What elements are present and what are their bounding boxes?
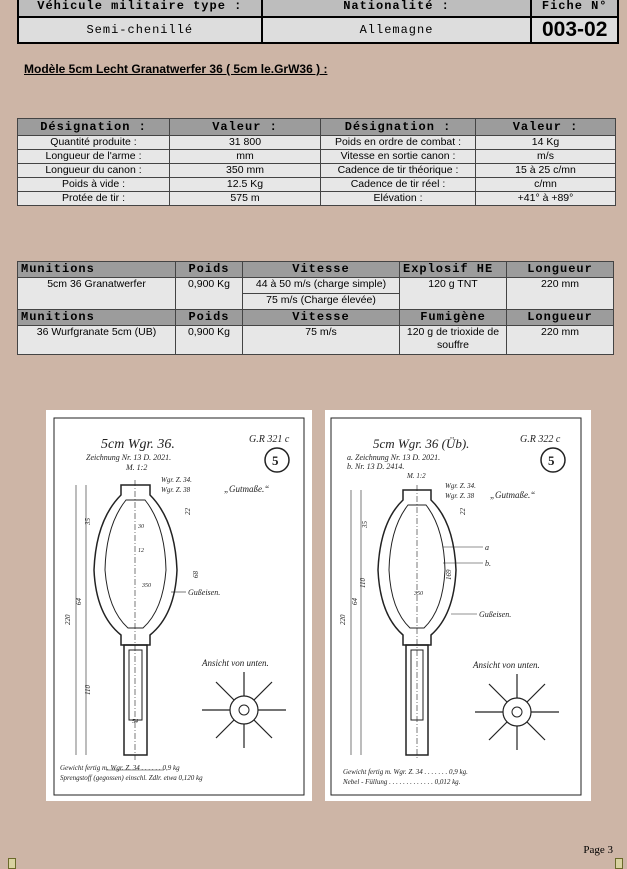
shell-drawing-1	[46, 410, 312, 801]
ammo-header-munitions: Munitions	[18, 310, 176, 326]
drawing-note-1: Gewicht fertig m. Wgr. Z. 34 . . . . . . 0,9 kg	[60, 764, 180, 772]
drawing-ref: G.R 322 c	[520, 434, 561, 445]
ammo-header-explosive: Explosif HE	[400, 262, 507, 278]
drawing-dim: 22	[459, 508, 467, 515]
drawing-dim: 35	[361, 521, 369, 528]
drawing-dim: 350	[414, 591, 423, 597]
ammo-header-row	[18, 310, 614, 326]
drawing-circle-number: 5	[272, 453, 279, 468]
drawing-dim: 30	[138, 524, 144, 530]
nationality-value: Allemagne	[262, 17, 532, 43]
table-row	[18, 150, 616, 164]
ammo-header-weight: Poids	[176, 262, 243, 278]
table-row	[18, 278, 614, 294]
corner-marker-right	[615, 858, 623, 869]
drawing-ansicht: Ansicht von unten.	[202, 658, 269, 668]
ammo-explosive: 120 g TNT	[400, 278, 507, 310]
spec-cell: 12.5 Kg	[170, 178, 321, 192]
spec-cell: Vitesse en sortie canon :	[321, 150, 476, 164]
spec-header-row	[18, 119, 616, 136]
ammo-speed: 44 à 50 m/s (charge simple)	[243, 278, 400, 294]
ammo-header-length: Longueur	[507, 262, 614, 278]
ammo-name: 36 Wurfgranate 5cm (UB)	[18, 326, 176, 355]
drawing-note-2: Nebel - Füllung . . . . . . . . . . . . . 0,012 kg.	[343, 778, 461, 786]
drawing-ansicht: Ansicht von unten.	[473, 660, 540, 670]
drawing-label-b: b.	[485, 559, 491, 568]
spec-cell: c/mn	[476, 178, 616, 192]
drawing-dim: 64	[351, 598, 359, 605]
sheet-number: 003-02	[531, 17, 618, 43]
ammo-length: 220 mm	[507, 326, 614, 355]
nationality-label: Nationalité :	[262, 0, 532, 17]
drawing-scale: M. 1:2	[407, 472, 426, 480]
drawing-fuze-1: Wgr. Z. 34.	[445, 482, 476, 490]
drawing-title: 5cm Wgr. 36 (Üb).	[373, 436, 470, 451]
header-table	[17, 0, 619, 44]
drawing-fuze-2: Wgr. Z. 38	[445, 492, 475, 500]
page-title: Modèle 5cm Lecht Granatwerfer 36 ( 5cm le.GrW36 ) :	[24, 62, 328, 76]
drawing-gutmasse: „Gutmaße.“	[224, 484, 270, 494]
ammo-weight: 0,900 Kg	[176, 278, 243, 310]
drawing-gusseisen: Gußeisen.	[188, 588, 221, 597]
drawing-fuze-2: Wgr. Z. 38	[161, 486, 191, 494]
drawing-fuze-1: Wgr. Z. 34.	[161, 476, 192, 484]
drawing-zeichnung-b: b. Nr. 13 D. 2414.	[347, 462, 405, 471]
spec-table	[17, 118, 616, 206]
page-number: Page 3	[583, 844, 613, 856]
spec-cell: Longueur du canon :	[18, 164, 170, 178]
table-row	[18, 192, 616, 206]
vehicle-type-value: Semi-chenillé	[18, 17, 262, 43]
table-row	[18, 164, 616, 178]
ammo-header-weight: Poids	[176, 310, 243, 326]
drawing-dim: 68	[192, 571, 200, 578]
drawing-dim: 22	[184, 508, 192, 515]
drawing-dim: 110	[359, 578, 367, 588]
drawing-gutmasse: „Gutmaße.“	[490, 490, 536, 500]
spec-cell: Cadence de tir réel :	[321, 178, 476, 192]
drawing-zeichnung: Zeichnung Nr. 13 D. 2021.	[86, 453, 172, 462]
spec-cell: 14 Kg	[476, 136, 616, 150]
drawing-dim: 350	[142, 583, 151, 589]
ammo-table	[17, 261, 614, 355]
table-row	[18, 326, 614, 355]
spec-cell: mm	[170, 150, 321, 164]
drawing-note-2: Sprengstoff (gegossen) einschl. Zdlr. etwa 0,120 kg	[60, 774, 203, 782]
spec-cell: Protée de tir :	[18, 192, 170, 206]
spec-cell: 350 mm	[170, 164, 321, 178]
spec-cell: Elévation :	[321, 192, 476, 206]
drawing-label-a: a	[485, 543, 489, 552]
drawing-dim: 220	[64, 614, 72, 625]
ammo-name: 5cm 36 Granatwerfer	[18, 278, 176, 310]
spec-cell: Longueur de l'arme :	[18, 150, 170, 164]
drawing-zeichnung-a: a. Zeichnung Nr. 13 D. 2021.	[347, 453, 441, 462]
drawing-gusseisen: Gußeisen.	[479, 610, 512, 619]
spec-cell: Poids en ordre de combat :	[321, 136, 476, 150]
drawing-panel-2	[325, 410, 591, 801]
drawing-dim: 64	[75, 598, 83, 605]
ammo-speed: 75 m/s	[243, 326, 400, 355]
spec-cell: 15 à 25 c/mn	[476, 164, 616, 178]
drawing-dim: 35	[84, 518, 92, 525]
drawing-circle-number: 5	[548, 453, 555, 468]
ammo-header-length: Longueur	[507, 310, 614, 326]
drawing-scale: M. 1:2	[126, 463, 148, 472]
drawing-note-1: Gewicht fertig m. Wgr. Z. 34 . . . . . . . 0,9 kg.	[343, 768, 468, 776]
spec-cell: 575 m	[170, 192, 321, 206]
drawing-dim: 12	[138, 548, 144, 554]
spec-cell: Poids à vide :	[18, 178, 170, 192]
spec-header-designation-2: Désignation :	[321, 119, 476, 136]
spec-cell: Cadence de tir théorique :	[321, 164, 476, 178]
shell-drawing-2	[325, 410, 591, 801]
sheet-label: Fiche N°	[531, 0, 618, 17]
ammo-speed: 75 m/s (Charge élevée)	[243, 294, 400, 310]
table-row	[18, 136, 616, 150]
corner-marker-left	[8, 858, 16, 869]
spec-cell: Quantité produite :	[18, 136, 170, 150]
spec-cell: m/s	[476, 150, 616, 164]
spec-cell: +41° à +89°	[476, 192, 616, 206]
ammo-weight: 0,900 Kg	[176, 326, 243, 355]
drawing-dim: 169	[445, 569, 453, 580]
ammo-header-smoke: Fumigène	[400, 310, 507, 326]
table-row	[18, 178, 616, 192]
drawing-dim: 54	[132, 719, 138, 725]
spec-header-value-2: Valeur :	[476, 119, 616, 136]
spec-header-value-1: Valeur :	[170, 119, 321, 136]
ammo-length: 220 mm	[507, 278, 614, 310]
ammo-header-speed: Vitesse	[243, 310, 400, 326]
ammo-header-speed: Vitesse	[243, 262, 400, 278]
drawing-ref: G.R 321 c	[249, 434, 290, 445]
spec-header-designation-1: Désignation :	[18, 119, 170, 136]
ammo-header-munitions: Munitions	[18, 262, 176, 278]
vehicle-type-label: Véhicule militaire type :	[18, 0, 262, 17]
drawing-dim: 220	[339, 614, 347, 625]
spec-cell: 31 800	[170, 136, 321, 150]
ammo-header-row	[18, 262, 614, 278]
drawing-title: 5cm Wgr. 36.	[101, 437, 175, 452]
drawing-dim: 110	[84, 685, 92, 695]
drawing-panel-1	[46, 410, 312, 801]
ammo-smoke: 120 g de trioxide de souffre	[400, 326, 507, 355]
